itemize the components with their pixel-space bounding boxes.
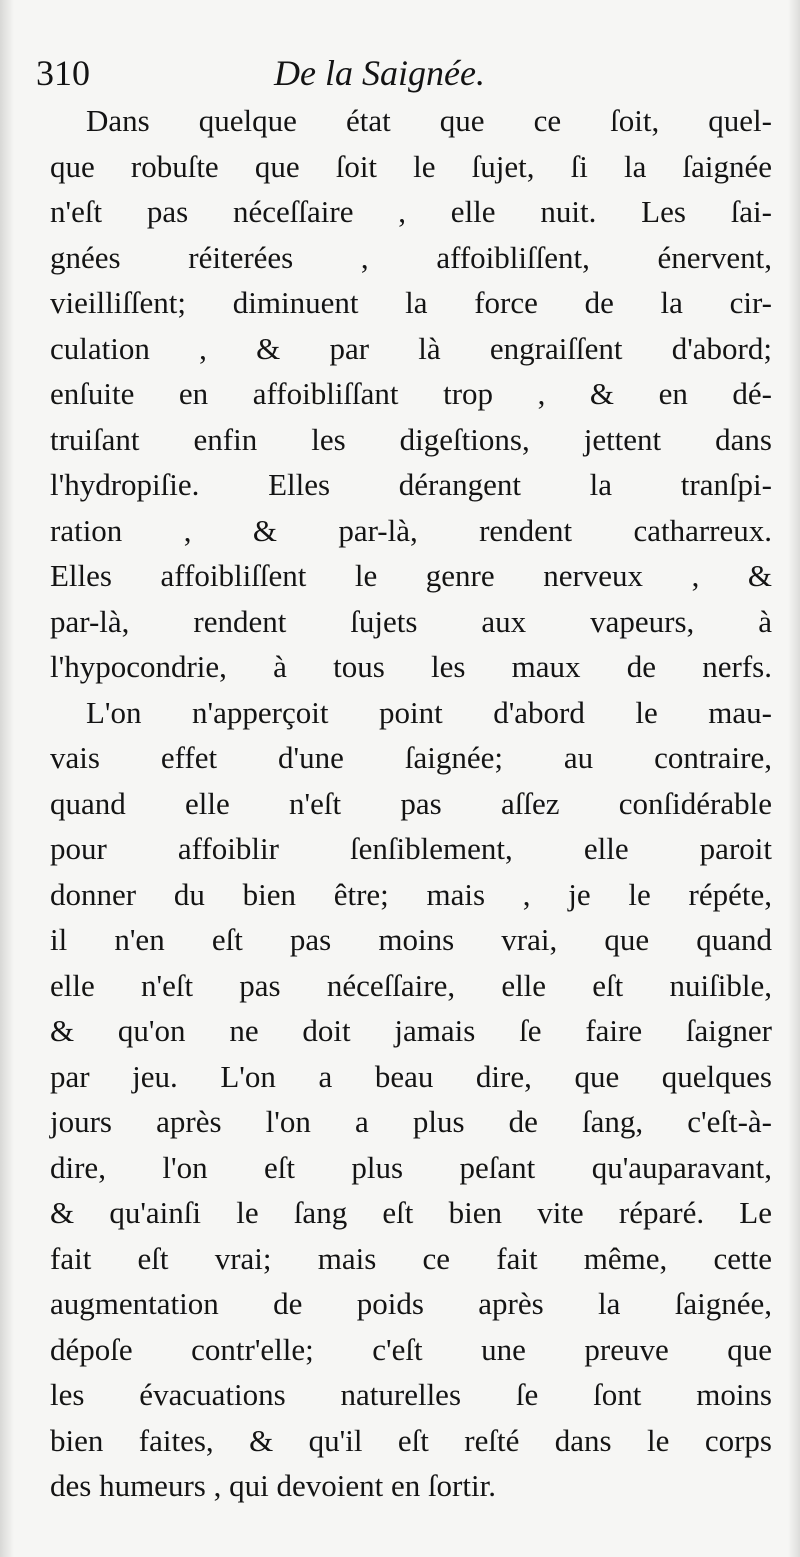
text-line: Elles affoibliſſent le genre nerveux , & (50, 558, 772, 593)
text-line: vais effet d'une ſaignée; au contraire, (50, 740, 772, 775)
text-line: les évacuations naturelles ſe ſont moins (50, 1377, 772, 1412)
text-line: par jeu. L'on a beau dire, que quelques (50, 1058, 772, 1094)
text-line: pour affoiblir ſenſiblement, elle paroit (50, 831, 772, 866)
text-line: truiſant enfin les digeſtions, jettent dans (50, 421, 772, 457)
text-line: enſuite en affoibliſſant trop , & en dé- (50, 376, 772, 411)
text-line: bien faites, & qu'il eſt reſté dans le corps (50, 1422, 772, 1458)
paragraph-2 (50, 690, 772, 1509)
text-line: culation , & par là engraiſſent d'abord; (50, 330, 772, 366)
text-line: vieilliſſent; diminuent la force de la cir- (50, 285, 772, 320)
paragraph-1 (50, 98, 772, 690)
page-edge-shadow-right (788, 0, 800, 1557)
text-line: gnées réiterées , affoibliſſent, énervent, (50, 239, 772, 275)
text-line: quand elle n'eſt pas aſſez conſidérable (50, 785, 772, 821)
text-line: par-là, rendent ſujets aux vapeurs, à (50, 603, 772, 639)
text-line: que robuſte que ſoit le ſujet, ſi la ſaignée (50, 148, 772, 184)
page-header (36, 52, 756, 102)
text-line: & qu'on ne doit jamais ſe faire ſaigner (50, 1013, 772, 1048)
page-number: 310 (36, 53, 90, 93)
text-line: & qu'ainſi le ſang eſt bien vite réparé. Le (50, 1195, 772, 1230)
text-line: elle n'eſt pas néceſſaire, elle eſt nuiſible, (50, 967, 772, 1003)
text-line: fait eſt vrai; mais ce fait même, cette (50, 1240, 772, 1276)
text-line: dire, l'on eſt plus peſant qu'auparavant, (50, 1149, 772, 1185)
text-line: l'hypocondrie, à tous les maux de nerfs. (50, 649, 772, 684)
text-line: Dans quelque état que ce ſoit, quel- (86, 103, 772, 138)
text-line: donner du bien être; mais , je le répéte, (50, 876, 772, 912)
text-line: ration , & par-là, rendent catharreux. (50, 512, 772, 548)
text-line: L'on n'apperçoit point d'abord le mau- (86, 694, 772, 730)
text-line: il n'en eſt pas moins vrai, que quand (50, 922, 772, 957)
text-line: dépoſe contr'elle; c'eſt une preuve que (50, 1331, 772, 1367)
text-line: des humeurs , qui devoient en ſortir. (50, 1468, 496, 1503)
text-line: augmentation de poids après la ſaignée, (50, 1286, 772, 1321)
text-line: jours après l'on a plus de ſang, c'eſt-à- (50, 1104, 772, 1139)
body-text (50, 98, 772, 1509)
text-line: n'eſt pas néceſſaire , elle nuit. Les ſai- (50, 194, 772, 229)
running-title: De la Saignée. (274, 53, 485, 93)
page-edge-shadow-left (0, 0, 14, 1557)
text-line: l'hydropiſie. Elles dérangent la tranſpi- (50, 467, 772, 502)
